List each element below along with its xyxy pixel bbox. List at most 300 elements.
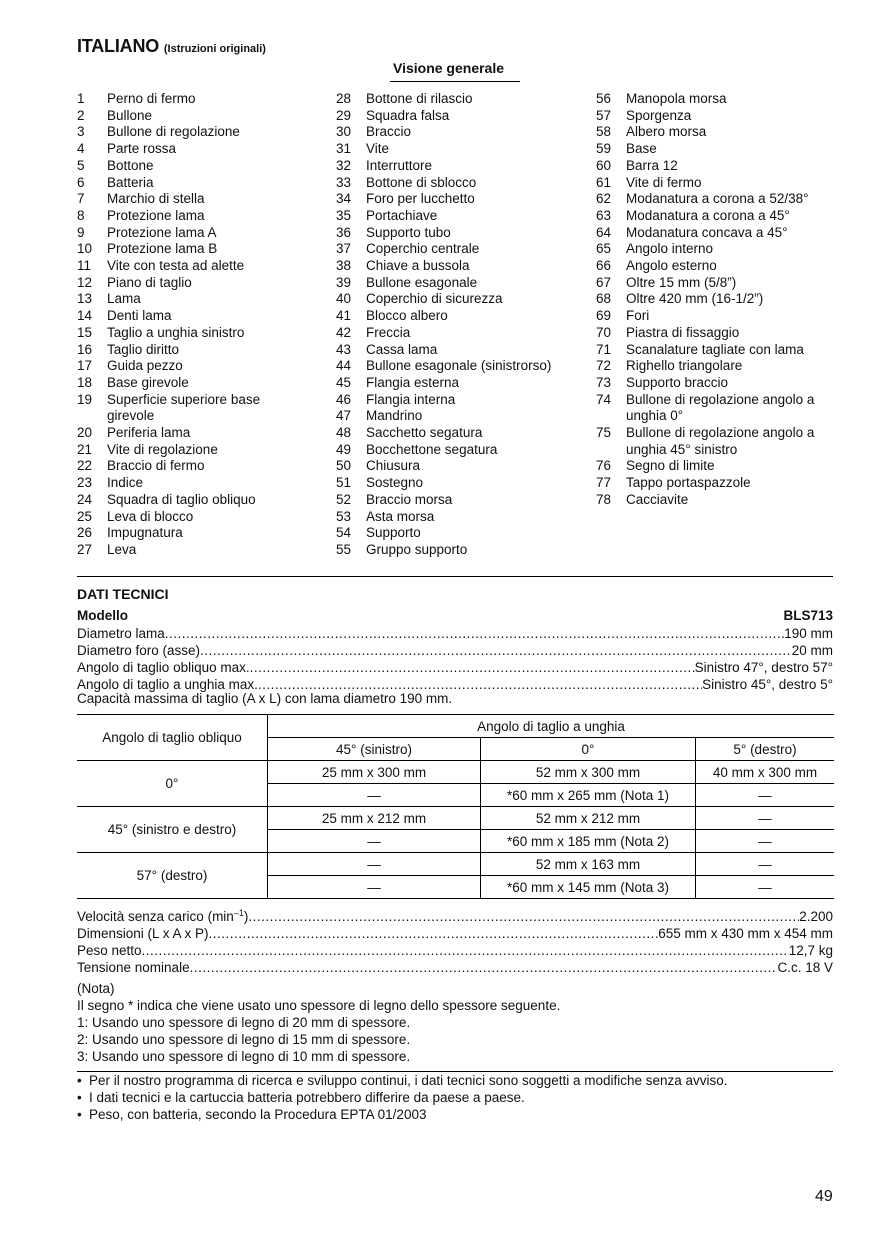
list-item [77, 525, 287, 542]
part-number: 40 [336, 291, 352, 307]
part-name: Chiusura [366, 458, 421, 474]
part-number: 66 [596, 258, 612, 274]
list-item [596, 124, 836, 141]
list-item [596, 208, 836, 225]
part-number: 63 [596, 207, 612, 223]
part-name: Interruttore [366, 157, 433, 173]
part-number: 77 [596, 475, 612, 491]
bullet-text: I dati tecnici e la cartuccia batteria potrebbero differire da paese a paese. [89, 1090, 525, 1105]
table-cell: 52 mm x 212 mm [481, 807, 696, 830]
part-name: Taglio diritto [107, 341, 180, 357]
part-number: 65 [596, 241, 612, 257]
part-number: 71 [596, 341, 612, 357]
part-name: Protezione lama [107, 207, 205, 223]
table-cell: 25 mm x 212 mm [268, 807, 481, 830]
spec-label: Tensione nominale [77, 960, 190, 975]
part-number: 14 [77, 308, 93, 324]
part-name: Tappo portaspazzole [626, 475, 751, 491]
part-name: Superficie superiore base girevole [107, 391, 261, 424]
spec-line [77, 959, 833, 976]
bullet-item [77, 1106, 728, 1123]
part-number: 32 [336, 157, 352, 173]
part-number: 13 [77, 291, 93, 307]
miter-group-label: 45° (sinistro e destro) [77, 807, 268, 853]
list-item [77, 475, 287, 492]
part-number: 35 [336, 207, 352, 223]
part-number: 42 [336, 324, 352, 340]
list-item [77, 325, 287, 342]
part-name: Bullone esagonale [366, 274, 478, 290]
part-name: Mandrino [366, 408, 423, 424]
part-name: Bullone di regolazione angolo a unghia 0° [626, 391, 815, 424]
part-number: 2 [77, 107, 85, 123]
part-name: Bottone di rilascio [366, 91, 473, 106]
part-number: 61 [596, 174, 612, 190]
overview-title: Visione generale [393, 60, 505, 76]
part-name: Denti lama [107, 308, 172, 324]
part-name: Base girevole [107, 374, 189, 390]
note-line: Il segno * indica che viene usato uno spessore di legno dello spessore seguente. [77, 998, 561, 1013]
table-cell: 25 mm x 300 mm [268, 761, 481, 784]
part-number: 12 [77, 274, 93, 290]
spec-value: 655 mm x 430 mm x 454 mm [658, 926, 833, 941]
part-name: Leva di blocco [107, 508, 194, 524]
list-item [596, 241, 836, 258]
part-number: 60 [596, 157, 612, 173]
list-item [77, 492, 287, 509]
part-name: Oltre 15 mm (5/8”) [626, 274, 737, 290]
speed-label: Velocità senza carico (min [77, 909, 234, 924]
list-item [336, 392, 581, 409]
part-number: 17 [77, 358, 93, 374]
list-item [596, 258, 836, 275]
bullet-symbol: • [77, 1090, 82, 1105]
part-number: 8 [77, 207, 85, 223]
part-name: Bullone esagonale (sinistrorso) [366, 358, 552, 374]
table-cell: *60 mm x 265 mm (Nota 1) [481, 784, 696, 807]
part-number: 59 [596, 141, 612, 157]
part-name: Cassa lama [366, 341, 438, 357]
part-number: 51 [336, 475, 352, 491]
leader-dots [209, 925, 659, 942]
list-item [596, 291, 836, 308]
list-item [77, 175, 287, 192]
list-item [336, 124, 581, 141]
part-name: Modanatura a corona a 52/38° [626, 191, 809, 207]
spec-line [77, 625, 833, 642]
table-cell: *60 mm x 145 mm (Nota 3) [481, 876, 696, 899]
table-cell: — [268, 876, 481, 899]
list-item [336, 425, 581, 442]
list-item [77, 542, 287, 559]
list-item [596, 275, 836, 292]
part-name: Batteria [107, 174, 154, 190]
list-item [336, 91, 581, 108]
list-item [77, 342, 287, 359]
part-number: 49 [336, 441, 352, 457]
list-item [596, 358, 836, 375]
capacity-caption: Capacità massima di taglio (A x L) con lama diametro 190 mm. [77, 691, 453, 706]
part-number: 37 [336, 241, 352, 257]
list-item [336, 291, 581, 308]
list-item [596, 141, 836, 158]
part-name: Segno di limite [626, 458, 715, 474]
part-name: Squadra falsa [366, 107, 450, 123]
list-item [77, 358, 287, 375]
part-number: 36 [336, 224, 352, 240]
spec-value: C.c. 18 V [777, 960, 833, 975]
list-item [336, 442, 581, 459]
part-name: Leva [107, 541, 137, 557]
part-name: Modanatura a corona a 45° [626, 207, 790, 223]
spec-label: Peso netto [77, 943, 142, 958]
table-cell: — [268, 784, 481, 807]
part-name: Piastra di fissaggio [626, 324, 740, 340]
list-item [336, 358, 581, 375]
part-number: 48 [336, 425, 352, 441]
table-cell: *60 mm x 185 mm (Nota 2) [481, 830, 696, 853]
part-name: Blocco albero [366, 308, 448, 324]
page-title [77, 36, 266, 57]
list-item [77, 375, 287, 392]
list-item [596, 308, 836, 325]
part-number: 5 [77, 157, 85, 173]
part-number: 54 [336, 525, 352, 541]
part-name: Bullone di regolazione angolo a unghia 45° sinistro [626, 425, 815, 457]
part-name: Freccia [366, 324, 411, 340]
list-item [336, 458, 581, 475]
part-number: 11 [77, 258, 92, 274]
table-cell: — [696, 784, 835, 807]
part-number: 9 [77, 224, 85, 240]
table-cell: — [696, 876, 835, 899]
part-name: Manopola morsa [626, 91, 727, 106]
part-number: 46 [336, 391, 352, 407]
part-name: Braccio [366, 124, 412, 140]
speed-value: 2.200 [799, 909, 833, 924]
part-number: 21 [77, 441, 93, 457]
bullet-text: Peso, con batteria, secondo la Procedura EPTA 01/2003 [89, 1107, 427, 1122]
leader-dots [200, 642, 792, 659]
part-number: 18 [77, 374, 93, 390]
table-cell: — [268, 853, 481, 876]
list-item [596, 392, 836, 425]
leader-dots [248, 908, 799, 925]
list-item [77, 108, 287, 125]
part-number: 23 [77, 475, 93, 491]
list-item [77, 291, 287, 308]
part-number: 75 [596, 425, 612, 441]
list-item [596, 158, 836, 175]
part-number: 24 [77, 491, 93, 507]
part-name: Barra 12 [626, 157, 678, 173]
part-name: Albero morsa [626, 124, 707, 140]
list-item [336, 258, 581, 275]
spec-value: Sinistro 47°, destro 57° [694, 660, 833, 675]
header-bevel-col: 0° [481, 738, 696, 761]
table-cell: 52 mm x 300 mm [481, 761, 696, 784]
header-miter-angle: Angolo di taglio obliquo [77, 715, 268, 761]
note-line: (Nota) [77, 981, 115, 996]
part-number: 7 [77, 191, 85, 207]
part-name: Oltre 420 mm (16-1/2”) [626, 291, 764, 307]
parts-list-column-2 [336, 91, 581, 559]
list-item [336, 308, 581, 325]
leader-dots [190, 959, 778, 976]
part-name: Supporto braccio [626, 374, 729, 390]
header-bevel-angle: Angolo di taglio a unghia [268, 715, 835, 738]
spec-label: Diametro foro (asse) [77, 643, 201, 658]
part-number: 16 [77, 341, 93, 357]
bullet-symbol: • [77, 1073, 82, 1088]
part-number: 56 [596, 91, 612, 106]
speed-unit-sup: –1 [233, 908, 244, 918]
part-name: Marchio di stella [107, 191, 205, 207]
spec-label: Diametro lama [77, 626, 165, 641]
part-number: 43 [336, 341, 352, 357]
cutting-capacity-table [77, 714, 834, 899]
part-number: 70 [596, 324, 612, 340]
part-number: 78 [596, 491, 612, 507]
part-name: Chiave a bussola [366, 258, 470, 274]
part-name: Bottone [107, 157, 154, 173]
part-name: Periferia lama [107, 425, 191, 441]
table-cell: 40 mm x 300 mm [696, 761, 835, 784]
part-name: Portachiave [366, 207, 438, 223]
list-item [336, 225, 581, 242]
part-number: 29 [336, 107, 352, 123]
specs-title: DATI TECNICI [77, 586, 169, 602]
part-number: 50 [336, 458, 352, 474]
part-name: Piano di taglio [107, 274, 192, 290]
part-number: 55 [336, 541, 352, 557]
part-name: Protezione lama A [107, 224, 217, 240]
part-name: Sporgenza [626, 107, 692, 123]
part-number: 1 [77, 91, 85, 106]
language-subtitle: (Istruzioni originali) [163, 43, 266, 55]
language-heading: ITALIANO [77, 36, 160, 56]
spec-value: 190 mm [784, 626, 833, 641]
list-item [77, 275, 287, 292]
list-item [77, 141, 287, 158]
part-name: Angolo interno [626, 241, 714, 257]
list-item [77, 208, 287, 225]
spec-line [77, 659, 833, 676]
part-name: Bullone di regolazione [107, 124, 240, 140]
part-number: 73 [596, 374, 612, 390]
list-item [336, 492, 581, 509]
part-number: 25 [77, 508, 93, 524]
spec-line [77, 642, 833, 659]
list-item [596, 425, 836, 458]
list-item [77, 392, 287, 425]
spec-line [77, 925, 833, 942]
list-item [336, 542, 581, 559]
part-number: 38 [336, 258, 352, 274]
list-item [336, 325, 581, 342]
part-number: 53 [336, 508, 352, 524]
list-item [596, 492, 836, 509]
table-cell: 52 mm x 163 mm [481, 853, 696, 876]
list-item [336, 241, 581, 258]
part-name: Impugnatura [107, 525, 183, 541]
part-name: Coperchio di sicurezza [366, 291, 503, 307]
part-number: 19 [77, 391, 93, 407]
list-item [336, 475, 581, 492]
page-number: 49 [815, 1188, 833, 1205]
table-cell: — [696, 853, 835, 876]
part-number: 33 [336, 174, 352, 190]
part-name: Fori [626, 308, 650, 324]
spec-line [77, 942, 833, 959]
part-name: Braccio morsa [366, 491, 453, 507]
model-label: Modello [77, 608, 128, 623]
list-item [596, 191, 836, 208]
list-item [336, 509, 581, 526]
part-name: Coperchio centrale [366, 241, 480, 257]
part-number: 6 [77, 174, 85, 190]
part-name: Supporto tubo [366, 224, 451, 240]
list-item [77, 258, 287, 275]
bullet-text: Per il nostro programma di ricerca e sviluppo continui, i dati tecnici sono soggetti a modifiche senza avviso. [89, 1073, 728, 1088]
list-item [336, 525, 581, 542]
list-item [336, 275, 581, 292]
part-number: 74 [596, 391, 612, 407]
spec-value: Sinistro 45°, destro 5° [702, 677, 833, 692]
section-divider [77, 576, 833, 577]
part-name: Sacchetto segatura [366, 425, 483, 441]
spec-line-speed [77, 908, 833, 925]
note-line: 2: Usando uno spessore di legno di 15 mm di spessore. [77, 1032, 411, 1047]
list-item [596, 325, 836, 342]
list-item [336, 108, 581, 125]
part-name: Asta morsa [366, 508, 435, 524]
spec-value: 20 mm [791, 643, 833, 658]
part-name: Angolo esterno [626, 258, 717, 274]
table-cell: — [696, 830, 835, 853]
part-number: 44 [336, 358, 352, 374]
part-name: Cacciavite [626, 491, 689, 507]
part-name: Indice [107, 475, 144, 491]
list-item [596, 342, 836, 359]
part-name: Guida pezzo [107, 358, 183, 374]
list-item [77, 509, 287, 526]
part-number: 47 [336, 408, 352, 424]
list-item [77, 442, 287, 459]
list-item [336, 342, 581, 359]
overview-underline [390, 81, 520, 82]
part-number: 41 [336, 308, 352, 324]
part-number: 68 [596, 291, 612, 307]
part-number: 64 [596, 224, 612, 240]
part-number: 34 [336, 191, 352, 207]
part-name: Scanalature tagliate con lama [626, 341, 804, 357]
part-name: Squadra di taglio obliquo [107, 491, 256, 507]
part-name: Bottone di sblocco [366, 174, 477, 190]
list-item [77, 458, 287, 475]
part-number: 67 [596, 274, 612, 290]
list-item [336, 158, 581, 175]
bullet-item [77, 1089, 728, 1106]
bullet-item [77, 1072, 728, 1089]
list-item [77, 241, 287, 258]
part-name: Sostegno [366, 475, 424, 491]
part-name: Flangia interna [366, 391, 456, 407]
part-name: Lama [107, 291, 141, 307]
model-value: BLS713 [783, 608, 833, 623]
leader-dots [165, 625, 784, 642]
list-item [336, 175, 581, 192]
part-number: 52 [336, 491, 352, 507]
miter-group-label: 0° [77, 761, 268, 807]
list-item [77, 158, 287, 175]
spec-label: Angolo di taglio obliquo max. [77, 660, 250, 675]
part-number: 22 [77, 458, 93, 474]
part-number: 76 [596, 458, 612, 474]
list-item [336, 208, 581, 225]
list-item [77, 425, 287, 442]
list-item [596, 458, 836, 475]
miter-group-label: 57° (destro) [77, 853, 268, 899]
part-number: 58 [596, 124, 612, 140]
leader-dots [142, 942, 789, 959]
part-name: Gruppo supporto [366, 541, 468, 557]
part-number: 39 [336, 274, 352, 290]
list-item [336, 141, 581, 158]
part-number: 45 [336, 374, 352, 390]
note-line: 3: Usando uno spessore di legno di 10 mm di spessore. [77, 1049, 411, 1064]
parts-list-column-1 [77, 91, 287, 559]
part-name: Vite di fermo [626, 174, 702, 190]
part-name: Protezione lama B [107, 241, 218, 257]
part-number: 62 [596, 191, 612, 207]
part-name: Perno di fermo [107, 91, 196, 106]
part-number: 31 [336, 141, 352, 157]
part-number: 69 [596, 308, 612, 324]
spec-value: 12,7 kg [788, 943, 833, 958]
list-item [77, 308, 287, 325]
bullet-symbol: • [77, 1107, 82, 1122]
part-number: 28 [336, 91, 352, 106]
parts-list-column-3 [596, 91, 836, 509]
part-name: Foro per lucchetto [366, 191, 475, 207]
part-name: Righello triangolare [626, 358, 743, 374]
header-bevel-col: 45° (sinistro) [268, 738, 481, 761]
note-line: 1: Usando uno spessore di legno di 20 mm di spessore. [77, 1015, 411, 1030]
leader-dots [250, 659, 695, 676]
list-item [596, 91, 836, 108]
part-name: Base [626, 141, 657, 157]
part-number: 57 [596, 107, 612, 123]
part-name: Bullone [107, 107, 153, 123]
list-item [336, 191, 581, 208]
part-name: Taglio a unghia sinistro [107, 324, 245, 340]
part-name: Flangia esterna [366, 374, 460, 390]
part-name: Braccio di fermo [107, 458, 205, 474]
list-item [336, 375, 581, 392]
list-item [596, 108, 836, 125]
part-number: 4 [77, 141, 85, 157]
list-item [596, 475, 836, 492]
part-number: 26 [77, 525, 93, 541]
list-item [77, 191, 287, 208]
list-item [596, 375, 836, 392]
part-number: 27 [77, 541, 93, 557]
part-name: Parte rossa [107, 141, 177, 157]
part-number: 10 [77, 241, 93, 257]
header-bevel-col: 5° (destro) [696, 738, 835, 761]
spec-label: Angolo di taglio a unghia max. [77, 677, 258, 692]
